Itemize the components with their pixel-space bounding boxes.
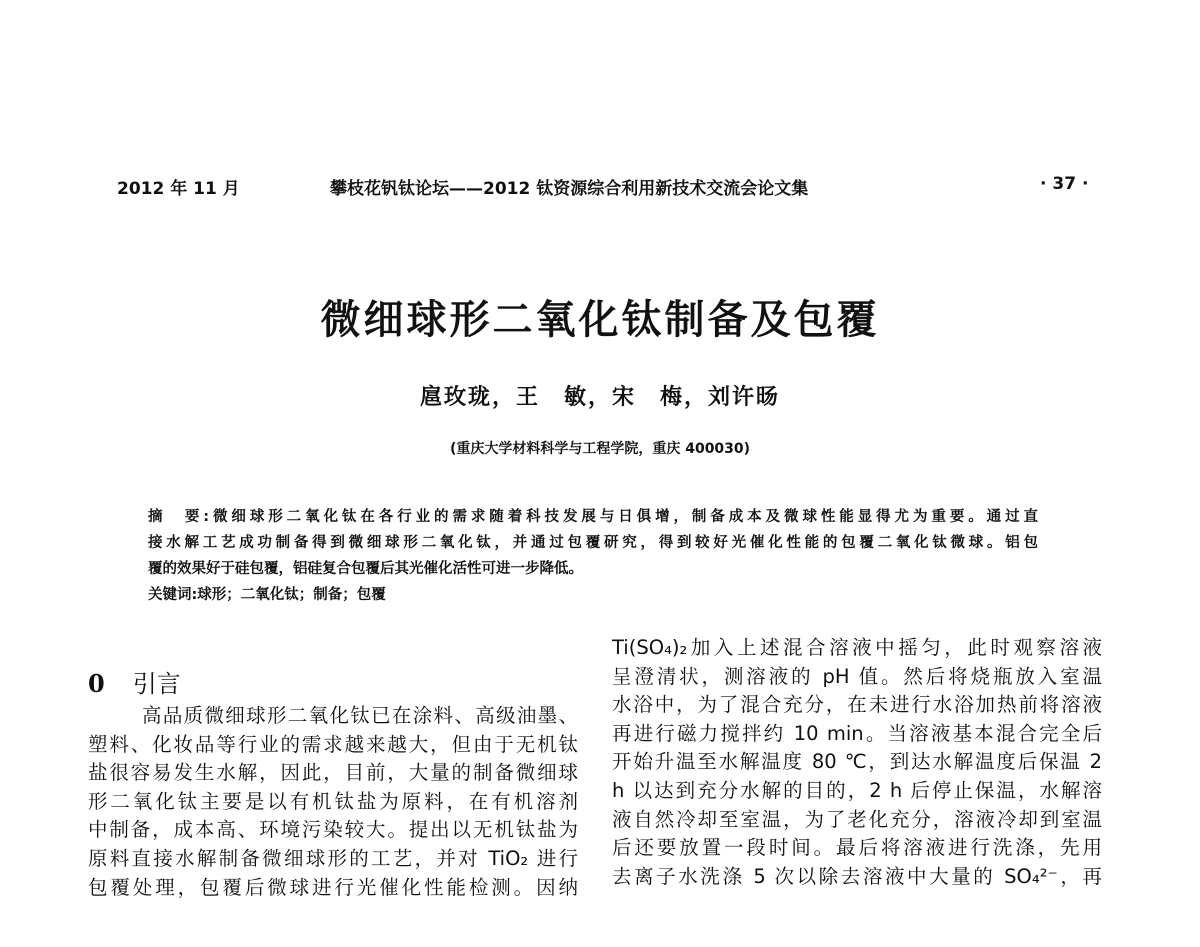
left-column [88, 702, 578, 902]
right-column [612, 634, 1102, 891]
keywords: 关键词:球形；二氧化钛；制备；包覆 [148, 587, 386, 603]
header-page-number: · 37 · [1040, 174, 1089, 194]
section-heading [88, 664, 181, 699]
body-line: 塑料、化妆品等行业的需求越来越大，但由于无机钛 [88, 732, 578, 756]
body-line: 形二氧化钛主要是以有机钛盐为原料，在有机溶剂 [88, 789, 578, 813]
body-line: 呈澄清状，测溶液的 pH 值。然后将烧瓶放入室温 [612, 664, 1102, 688]
body-line: 盐很容易发生水解，因此，目前，大量的制备微细球 [88, 761, 578, 785]
body-line: 液自然冷却至室温，为了老化充分，溶液冷却到室温 [612, 807, 1102, 831]
paper-title: 微细球形二氧化钛制备及包覆 [320, 297, 880, 343]
body-line: Ti(SO₄)₂加入上述混合溶液中摇匀，此时观察溶液 [612, 636, 1102, 659]
body-line: h 以达到充分水解的目的，2 h 后停止保温，水解溶 [612, 778, 1102, 802]
abstract-line: 摘 要:微细球形二氧化钛在各行业的需求随着科技发展与日俱增，制备成本及微球性能显得尤为重要。通过直 [148, 509, 1038, 525]
section-title: 引言 [132, 670, 181, 698]
paper-authors: 扈玫珑，王 敏，宋 梅，刘许旸 [419, 384, 780, 410]
header-date: 2012 年 11 月 [117, 179, 240, 199]
abstract-line: 接水解工艺成功制备得到微细球形二氧化钛，并通过包覆研究，得到较好光催化性能的包覆二氧化钛微球。铝包 [148, 535, 1038, 551]
paper-affiliation: (重庆大学材料科学与工程学院，重庆 400030) [449, 441, 751, 457]
section-number: 0 [88, 669, 105, 698]
body-line: 中制备，成本高、环境污染较大。提出以无机钛盐为 [88, 818, 578, 842]
body-line: 原料直接水解制备微细球形的工艺，并对 TiO₂ 进行 [88, 846, 578, 870]
body-line: 开始升温至水解温度 80 ℃，到达水解温度后保温 2 [612, 750, 1102, 774]
body-line: 包覆处理，包覆后微球进行光催化性能检测。因纳 [88, 875, 578, 899]
abstract-line: 覆的效果好于硅包覆，铝硅复合包覆后其光催化活性可进一步降低。 [148, 561, 583, 577]
body-line: 再进行磁力搅拌约 10 min。当溶液基本混合完全后 [612, 721, 1102, 745]
body-line: 去离子水洗涤 5 次以除去溶液中大量的 SO₄²⁻，再 [612, 864, 1102, 888]
body-line: 高品质微细球形二氧化钛已在涂料、高级油墨、 [142, 704, 578, 727]
body-line: 后还要放置一段时间。最后将溶液进行洗涤，先用 [612, 836, 1102, 860]
header-journal: 攀枝花钒钛论坛——2012 钛资源综合利用新技术交流会论文集 [330, 179, 809, 199]
body-line: 水浴中，为了混合充分，在未进行水浴加热前将溶液 [612, 693, 1102, 717]
